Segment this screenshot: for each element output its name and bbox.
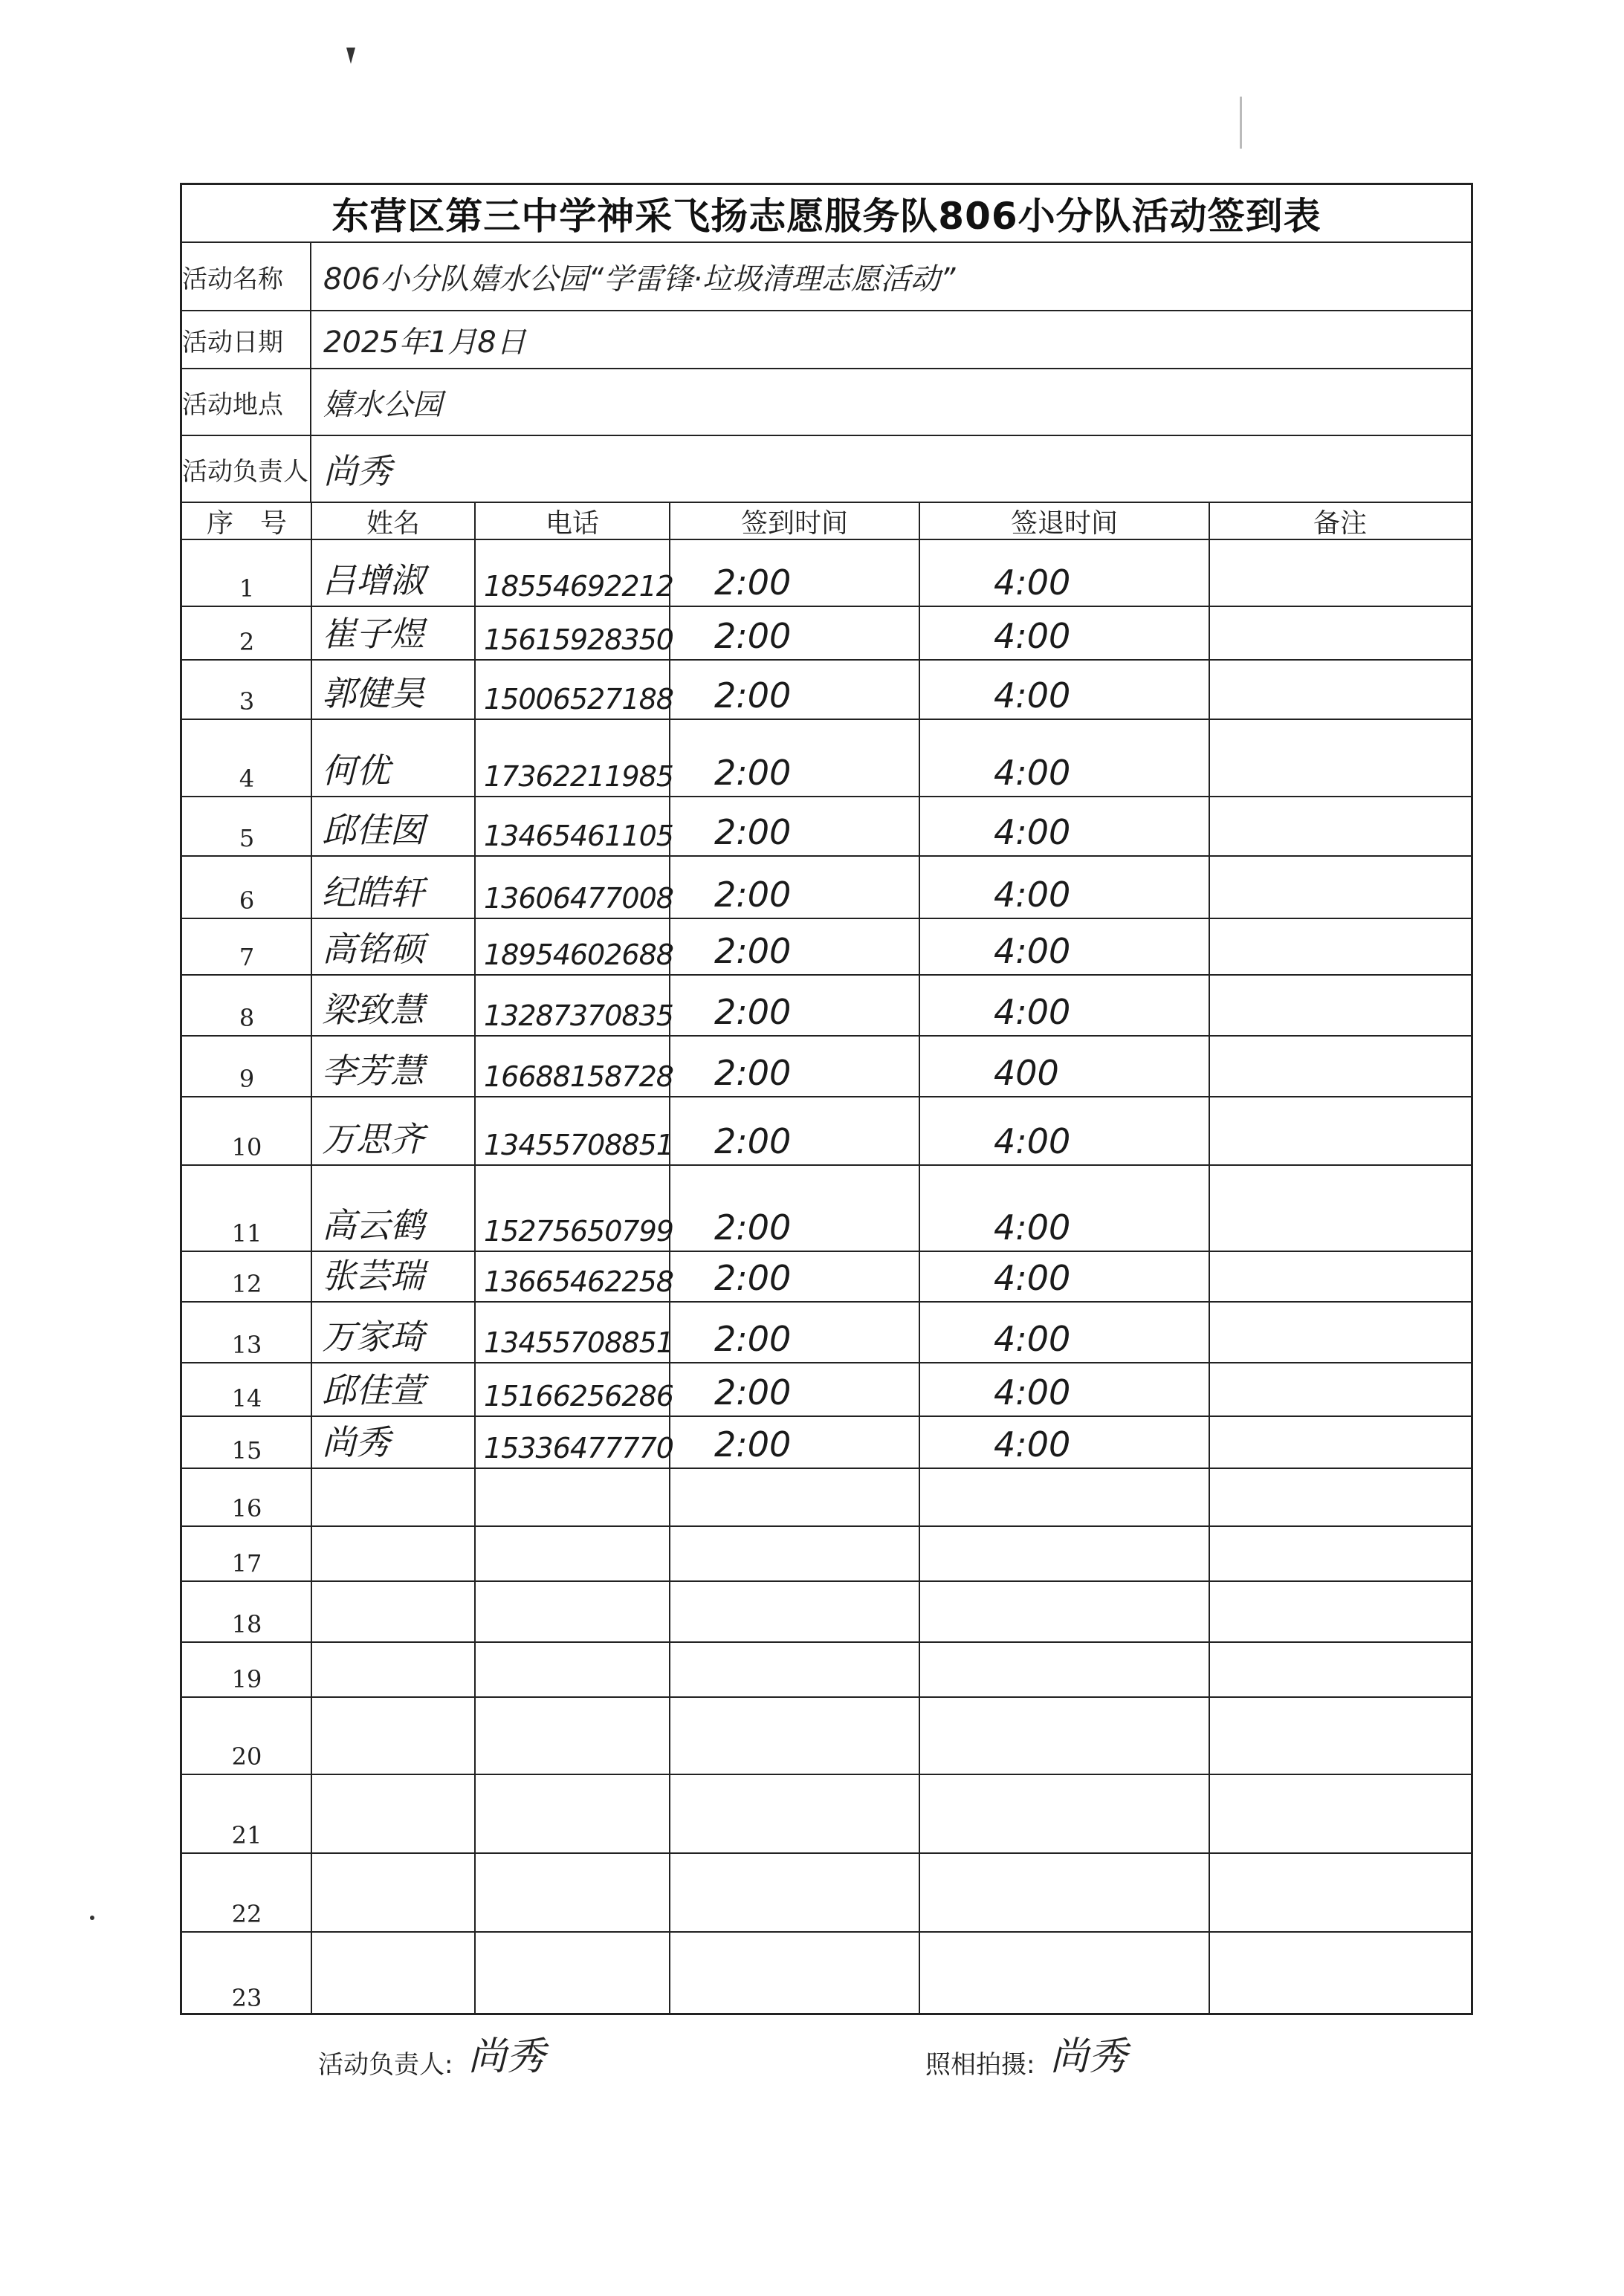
cell-seq: 6 — [239, 886, 255, 915]
cell-check-out: 4:00 — [994, 1207, 1071, 1248]
cell-note — [1209, 1252, 1471, 1301]
header-check-in: 签到时间 — [740, 507, 848, 539]
cell-check-out: 4:00 — [994, 675, 1071, 716]
cell-check-in: 2:00 — [714, 616, 792, 656]
cell-check-out: 4:00 — [994, 812, 1071, 852]
activity-leader-label: 活动负责人 — [182, 436, 311, 502]
cell-name — [311, 1933, 485, 2015]
cell-name: 高云鹤 — [322, 1205, 424, 1245]
cell-check-out — [919, 1469, 1209, 1525]
table-row — [182, 540, 1471, 607]
cell-check-in: 2:00 — [714, 1372, 792, 1413]
cell-check-in: 2:00 — [714, 753, 792, 793]
cell-check-in — [670, 1775, 919, 1852]
table-row — [182, 1933, 1471, 2015]
cell-phone: 13606477008 — [484, 882, 673, 915]
cell-check-in — [670, 1643, 919, 1696]
scan-speck-left — [90, 1916, 94, 1920]
cell-check-out — [919, 1775, 1209, 1852]
cell-check-in — [670, 1933, 919, 2015]
scan-speck-top — [346, 48, 355, 64]
cell-name — [311, 1698, 485, 1774]
cell-check-in: 2:00 — [714, 1424, 792, 1465]
cell-phone: 13287370835 — [484, 999, 673, 1032]
sign-in-sheet — [180, 183, 1473, 2015]
cell-phone: 15006527188 — [484, 683, 673, 716]
cell-phone — [475, 1582, 679, 1641]
table-row — [182, 1037, 1471, 1097]
cell-check-out: 4:00 — [994, 1121, 1071, 1161]
cell-seq: 18 — [231, 1610, 262, 1638]
cell-name: 万家琦 — [322, 1317, 424, 1357]
cell-phone — [475, 1854, 679, 1931]
cell-phone: 13465461105 — [484, 820, 673, 852]
cell-name: 崔子煜 — [322, 614, 424, 654]
cell-phone: 17362211985 — [484, 760, 673, 793]
cell-note — [1209, 1417, 1471, 1468]
cell-check-in — [670, 1582, 919, 1641]
cell-check-in: 2:00 — [714, 931, 792, 971]
cell-check-in — [670, 1527, 919, 1580]
cell-phone — [475, 1698, 679, 1774]
footer-leader-label: 活动负责人: — [318, 2050, 453, 2080]
cell-name: 高铭硕 — [322, 929, 424, 969]
table-row — [182, 1582, 1471, 1643]
cell-name — [311, 1775, 485, 1852]
cell-note — [1209, 1643, 1471, 1696]
cell-note — [1209, 1303, 1471, 1362]
cell-seq: 23 — [231, 1984, 262, 2012]
cell-check-out — [919, 1698, 1209, 1774]
cell-note — [1209, 661, 1471, 719]
cell-seq: 8 — [239, 1004, 255, 1032]
cell-check-out: 400 — [994, 1053, 1059, 1093]
cell-check-out: 4:00 — [994, 1258, 1071, 1298]
table-row — [182, 1363, 1471, 1417]
activity-name-row — [182, 243, 1471, 311]
cell-check-out: 4:00 — [994, 1372, 1071, 1413]
cell-seq: 1 — [239, 574, 255, 603]
cell-phone: 13665462258 — [484, 1265, 673, 1298]
cell-name — [311, 1582, 485, 1641]
activity-date-value: 2025年1月8日 — [323, 325, 526, 360]
cell-phone: 13455708851 — [484, 1129, 673, 1161]
cell-seq: 9 — [239, 1065, 255, 1093]
table-row — [182, 1252, 1471, 1303]
table-row — [182, 1698, 1471, 1775]
cell-note — [1209, 1775, 1471, 1852]
cell-seq: 22 — [231, 1900, 262, 1928]
cell-phone — [475, 1643, 679, 1696]
cell-check-out — [919, 1933, 1209, 2015]
cell-note — [1209, 797, 1471, 855]
activity-date-row — [182, 311, 1471, 369]
cell-seq: 14 — [231, 1384, 262, 1413]
activity-name-value: 806小分队嬉水公园“学雷锋·垃圾清理志愿活动” — [323, 262, 956, 296]
cell-check-in: 2:00 — [714, 812, 792, 852]
cell-note — [1209, 720, 1471, 796]
cell-check-in — [670, 1469, 919, 1525]
activity-place-label: 活动地点 — [182, 369, 311, 435]
table-row — [182, 976, 1471, 1037]
cell-name: 邱佳囡 — [322, 810, 424, 850]
table-row — [182, 919, 1471, 976]
cell-phone: 16688158728 — [484, 1060, 673, 1093]
cell-name — [311, 1854, 485, 1931]
cell-name: 纪皓轩 — [322, 872, 424, 912]
table-row — [182, 1643, 1471, 1698]
activity-place-value: 嬉水公园 — [323, 387, 442, 422]
cell-note — [1209, 607, 1471, 659]
cell-seq: 11 — [231, 1219, 262, 1248]
cell-phone: 18554692212 — [484, 570, 673, 603]
cell-note — [1209, 1469, 1471, 1525]
cell-check-out: 4:00 — [994, 875, 1071, 915]
table-row — [182, 1097, 1471, 1166]
activity-name-label: 活动名称 — [182, 243, 311, 310]
cell-seq: 21 — [231, 1821, 262, 1849]
cell-check-in: 2:00 — [714, 1121, 792, 1161]
cell-check-out: 4:00 — [994, 992, 1071, 1032]
cell-note — [1209, 1037, 1471, 1096]
cell-check-in: 2:00 — [714, 562, 792, 603]
header-seq: 序 号 — [206, 507, 287, 539]
cell-note — [1209, 1933, 1471, 2015]
cell-phone: 15615928350 — [484, 623, 673, 656]
cell-phone: 15166256286 — [484, 1380, 673, 1413]
cell-note — [1209, 1527, 1471, 1580]
cell-name — [311, 1643, 485, 1696]
cell-check-out: 4:00 — [994, 931, 1071, 971]
cell-seq: 16 — [231, 1494, 262, 1522]
cell-name: 梁致慧 — [322, 990, 424, 1030]
cell-seq: 17 — [231, 1549, 262, 1577]
cell-check-in: 2:00 — [714, 992, 792, 1032]
cell-name: 李芳慧 — [322, 1051, 424, 1091]
footer-leader-signature: 尚秀 — [468, 2034, 546, 2079]
activity-leader-value: 尚秀 — [323, 451, 392, 491]
cell-seq: 12 — [231, 1270, 262, 1298]
cell-seq: 15 — [231, 1436, 262, 1465]
cell-note — [1209, 540, 1471, 606]
cell-seq: 2 — [239, 628, 255, 656]
cell-seq: 5 — [239, 824, 255, 852]
cell-check-out: 4:00 — [994, 616, 1071, 656]
footer-photo-signature: 尚秀 — [1049, 2034, 1128, 2079]
cell-phone: 18954602688 — [484, 938, 673, 971]
header-note: 备注 — [1313, 507, 1367, 539]
cell-name: 张芸瑞 — [322, 1256, 424, 1296]
cell-phone: 13455708851 — [484, 1326, 673, 1359]
cell-check-in — [670, 1854, 919, 1931]
cell-note — [1209, 857, 1471, 918]
table-row — [182, 661, 1471, 720]
table-row — [182, 1303, 1471, 1363]
table-row — [182, 857, 1471, 919]
cell-check-out: 4:00 — [994, 562, 1071, 603]
cell-phone — [475, 1469, 679, 1525]
cell-note — [1209, 1166, 1471, 1251]
cell-check-out: 4:00 — [994, 1319, 1071, 1359]
sheet-title: 东营区第三中学神采飞扬志愿服务队806小分队活动签到表 — [182, 185, 1471, 243]
cell-check-out — [919, 1582, 1209, 1641]
table-row — [182, 607, 1471, 661]
cell-seq: 19 — [231, 1665, 262, 1693]
cell-name — [311, 1469, 485, 1525]
cell-note — [1209, 1097, 1471, 1164]
footer-photographer — [925, 2025, 1127, 2081]
cell-seq: 3 — [239, 687, 255, 716]
cell-seq: 20 — [231, 1742, 262, 1771]
cell-check-out — [919, 1854, 1209, 1931]
table-row — [182, 1166, 1471, 1252]
header-check-out: 签退时间 — [1010, 507, 1118, 539]
cell-seq: 13 — [231, 1331, 262, 1359]
scan-speck-right — [1240, 97, 1242, 149]
cell-check-in — [670, 1698, 919, 1774]
cell-name: 何优 — [322, 750, 390, 791]
cell-name: 邱佳萱 — [322, 1370, 424, 1410]
cell-check-in: 2:00 — [714, 1053, 792, 1093]
cell-name — [311, 1527, 485, 1580]
table-header-row — [182, 503, 1471, 540]
table-row — [182, 1527, 1471, 1582]
cell-check-out — [919, 1643, 1209, 1696]
cell-note — [1209, 1854, 1471, 1931]
cell-phone — [475, 1775, 679, 1852]
cell-check-in: 2:00 — [714, 875, 792, 915]
cell-seq: 10 — [231, 1133, 262, 1161]
cell-check-in: 2:00 — [714, 675, 792, 716]
footer-photo-label: 照相拍摄: — [925, 2050, 1035, 2080]
cell-seq: 4 — [239, 765, 255, 793]
cell-note — [1209, 1363, 1471, 1415]
cell-check-out: 4:00 — [994, 753, 1071, 793]
cell-name: 吕增淑 — [322, 560, 424, 600]
cell-phone — [475, 1933, 679, 2015]
cell-check-in: 2:00 — [714, 1258, 792, 1298]
cell-seq: 7 — [239, 943, 255, 971]
cell-name: 万思齐 — [322, 1119, 424, 1159]
table-row — [182, 1854, 1471, 1933]
header-phone: 电话 — [545, 507, 599, 539]
table-row — [182, 1469, 1471, 1527]
cell-note — [1209, 1582, 1471, 1641]
activity-date-label: 活动日期 — [182, 311, 311, 368]
footer-leader — [318, 2025, 545, 2081]
cell-phone: 15275650799 — [484, 1215, 673, 1248]
cell-phone — [475, 1527, 679, 1580]
cell-phone: 15336477770 — [484, 1432, 673, 1465]
cell-note — [1209, 976, 1471, 1035]
cell-check-in: 2:00 — [714, 1319, 792, 1359]
cell-check-out — [919, 1527, 1209, 1580]
table-row — [182, 720, 1471, 797]
cell-note — [1209, 1698, 1471, 1774]
header-name: 姓名 — [366, 507, 420, 539]
cell-note — [1209, 919, 1471, 974]
cell-name: 郭健昊 — [322, 673, 424, 713]
activity-place-row — [182, 369, 1471, 436]
cell-name: 尚秀 — [322, 1422, 390, 1462]
table-row — [182, 1775, 1471, 1854]
table-row — [182, 1417, 1471, 1469]
cell-check-in: 2:00 — [714, 1207, 792, 1248]
table-row — [182, 797, 1471, 857]
cell-check-out: 4:00 — [994, 1424, 1071, 1465]
activity-leader-row — [182, 436, 1471, 503]
